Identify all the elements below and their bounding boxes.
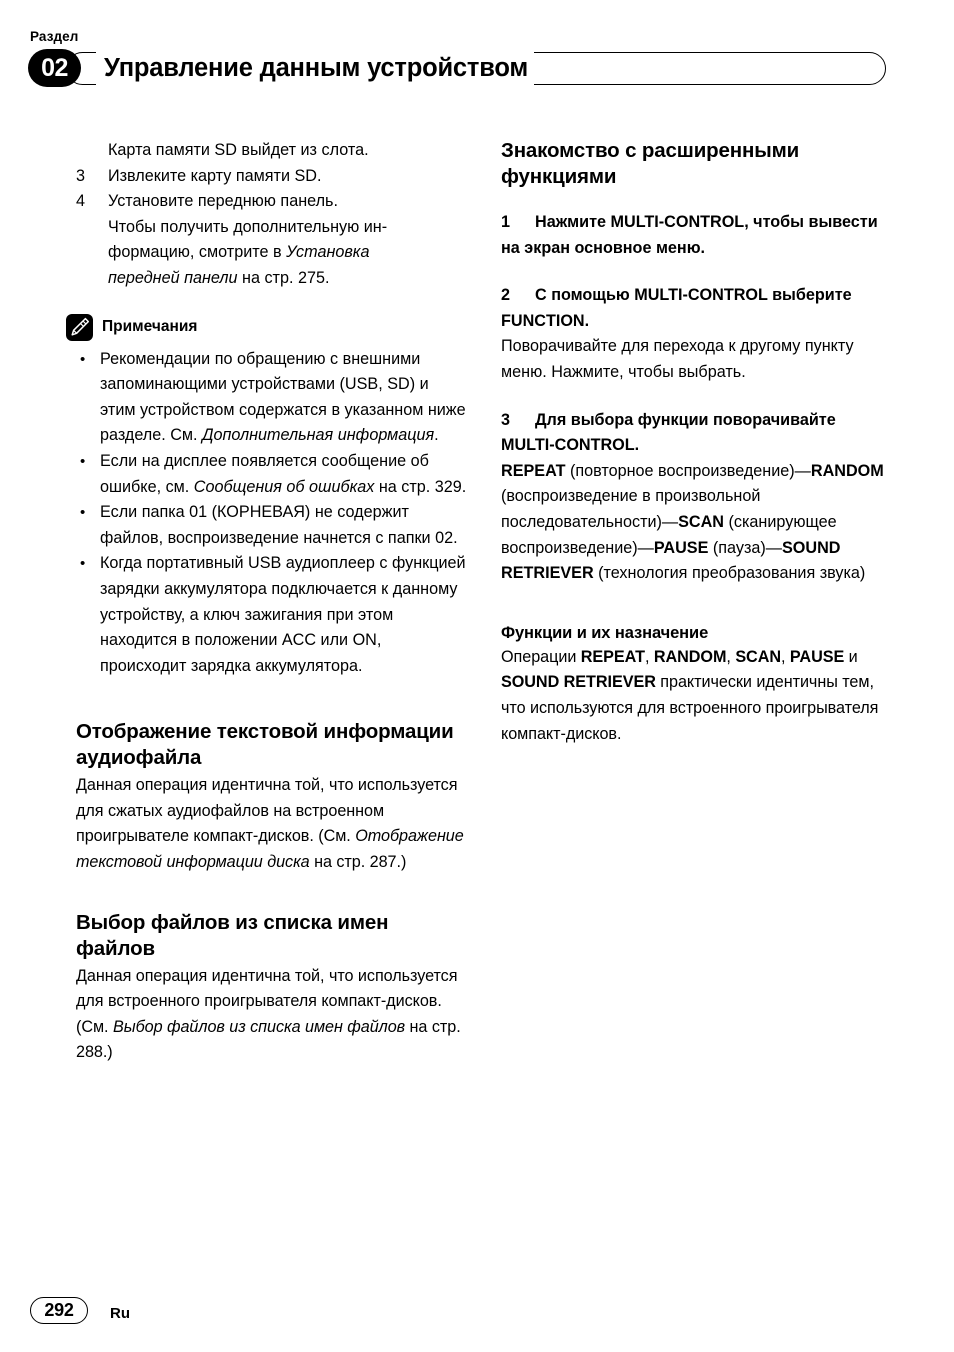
right-column (501, 138, 893, 747)
function-name-random: RANDOM (810, 461, 884, 480)
function-name-sound-retriever: SOUND RETRIEVER (501, 673, 656, 692)
step-text: Нажмите MULTI-CONTROL, чтобы вывести на экран основное меню. (501, 213, 878, 257)
function-name-pause: PAUSE (653, 538, 709, 557)
body-part: практически идентичны тем, что используются для встроенного проигрывателя компакт-дисков. (501, 673, 879, 743)
section-heading: Выбор файлов из списка имен файлов (76, 910, 389, 960)
function-desc-pause: (пауза)— (708, 538, 782, 557)
cross-reference-italic: передней панели (108, 268, 238, 287)
list-item (76, 347, 468, 449)
note-text-post: на стр. 329. (374, 477, 467, 496)
function-name-pause: PAUSE (789, 647, 845, 666)
function-list-text (501, 459, 893, 587)
pencil-icon (66, 314, 93, 341)
step-text: С помощью MULTI-CONTROL выберите FUNCTION. (501, 286, 852, 330)
page-footer (30, 1297, 130, 1324)
left-column (76, 138, 468, 1066)
function-name-random: RANDOM (653, 647, 727, 666)
list-item (76, 500, 468, 551)
step-number: 3 (76, 166, 86, 185)
section-body (76, 964, 468, 1066)
function-name-repeat: REPEAT (501, 461, 566, 480)
body-part: , (644, 647, 654, 666)
function-name-sound-retriever: SOUND RETRIEVER (501, 538, 841, 583)
subsection-body (501, 645, 893, 747)
step-item (501, 408, 893, 459)
step-number: 4 (76, 192, 86, 211)
step-continuation (76, 215, 468, 292)
section-heading: Отображение текстовой информации аудиофайла (76, 720, 454, 770)
step-text: Установите переднюю панель. (108, 192, 338, 211)
list-item (76, 551, 468, 679)
function-desc-repeat: (повторное воспроизведение)— (565, 461, 811, 480)
step-continuation-line-2a: формацию, смотрите в (108, 243, 287, 262)
step-item (76, 164, 468, 190)
step-body-text: Поворачивайте для перехода к другому пункту меню. Нажмите, чтобы выбрать. (501, 337, 854, 381)
note-text: Если папка 01 (КОРНЕВАЯ) не содержит файлов, воспроизведение начнется с папки 02. (100, 503, 458, 547)
step-number: 2 (501, 286, 511, 305)
body-post: на стр. 287.) (309, 853, 407, 872)
step-item (501, 210, 893, 261)
cross-reference-italic: Сообщения об ошибках (193, 477, 375, 496)
chapter-number-badge: 02 (28, 49, 81, 87)
function-name-scan: SCAN (735, 647, 781, 666)
note-text: Рекомендации по обращению с внешними запоминающими устройствами (USB, SD) и этим устройством содержатся в указанном ниже разделе. См. (100, 349, 466, 445)
section-file-list-select (76, 910, 468, 1066)
function-desc-sound-retriever: (технология преобразования звука) (593, 564, 866, 583)
page-header (28, 30, 926, 94)
subsection-heading: Функции и их назначение (501, 623, 709, 642)
section-heading: Знакомство с расширенными функциями (501, 139, 800, 188)
notes-label: Примечания (102, 318, 198, 336)
step-continuation-line-1: Чтобы получить дополнительную ин- (108, 217, 388, 236)
body-part: и (844, 647, 858, 666)
body-part: , (726, 647, 736, 666)
body-pre: Данная операция идентична той, что используется для встроенного проигрывателя компакт-дисков. (См. (76, 966, 458, 1036)
note-text: Когда портативный USB аудиоплеер с функцией зарядки аккумулятора подключается к данному устройству, а ключ зажигания при этом находится в положении ACC или ON, происходит зарядка аккумулятора. (100, 554, 466, 675)
note-text: Если на дисплее появляется сообщение об ошибке, см. (100, 451, 429, 496)
list-item (76, 449, 468, 500)
step-number: 3 (501, 410, 511, 429)
body-post: на стр. 288.) (76, 1017, 461, 1062)
step-item (501, 283, 893, 334)
page-number: 292 (30, 1297, 88, 1324)
step-item (76, 189, 468, 215)
function-name-repeat: REPEAT (580, 647, 645, 666)
notes-list (76, 347, 468, 680)
step-text: Извлеките карту памяти SD. (108, 166, 322, 185)
numbered-steps (76, 164, 468, 292)
page-title: Управление данным устройством (96, 51, 534, 85)
section-audio-text-display (76, 719, 468, 875)
function-desc-random: (воспроизведение в произвольной последовательности)— (501, 487, 761, 531)
step-continuation-line-3b: на стр. 275. (237, 268, 330, 287)
body-part: Операции (501, 647, 581, 666)
body-part: , (780, 647, 790, 666)
cross-reference-italic: Дополнительная информация (202, 426, 435, 445)
step-text: Для выбора функции поворачивайте MULTI-CONTROL. (501, 410, 836, 455)
language-code: Ru (110, 1305, 130, 1322)
notes-heading (66, 314, 468, 341)
intro-line: Карта памяти SD выйдет из слота. (108, 141, 369, 159)
function-desc-scan: (сканирующее воспроизведение)— (501, 512, 837, 557)
step-number: 1 (501, 213, 511, 231)
cross-reference-italic: Отображение текстовой информации диска (76, 827, 464, 872)
note-text-post: . (434, 426, 439, 445)
function-name-scan: SCAN (678, 512, 724, 531)
section-body (76, 773, 468, 875)
body-pre: Данная операция идентична той, что используется для сжатых аудиофайлов на встроенном проигрывателе компакт-дисков. (См. (76, 776, 458, 846)
cross-reference-italic: Установка (286, 243, 370, 262)
chapter-kicker-label: Раздел (30, 29, 79, 44)
cross-reference-italic: Выбор файлов из списка имен файлов (112, 1017, 406, 1036)
